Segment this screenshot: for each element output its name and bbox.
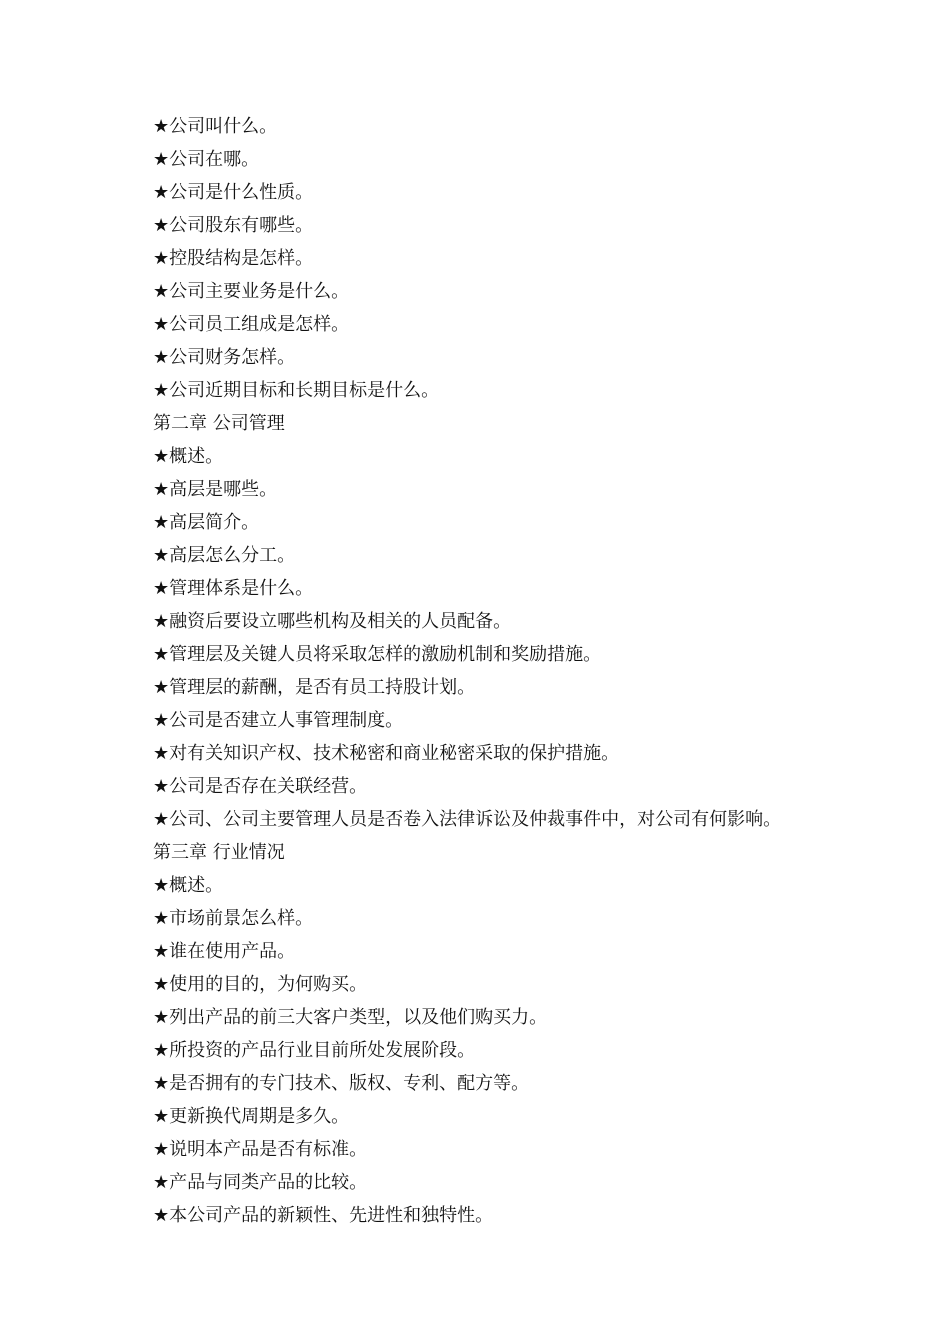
list-item: ★高层怎么分工。 — [153, 545, 296, 566]
list-item: ★公司员工组成是怎样。 — [153, 314, 350, 335]
list-item: ★说明本产品是否有标准。 — [153, 1139, 368, 1160]
list-item: ★融资后要设立哪些机构及相关的人员配备。 — [153, 611, 512, 632]
list-item: ★列出产品的前三大客户类型，以及他们购买力。 — [153, 1007, 548, 1028]
chapter-heading: 第二章 公司管理 — [153, 413, 285, 434]
list-item: ★管理体系是什么。 — [153, 578, 314, 599]
list-item: ★高层简介。 — [153, 512, 260, 533]
list-item: ★是否拥有的专门技术、版权、专利、配方等。 — [153, 1073, 530, 1094]
list-item: ★公司是否存在关联经营。 — [153, 776, 368, 797]
chapter-heading: 第三章 行业情况 — [153, 842, 285, 863]
list-item: ★公司财务怎样。 — [153, 347, 296, 368]
list-item: ★公司、公司主要管理人员是否卷入法律诉讼及仲裁事件中，对公司有何影响。 — [153, 809, 782, 830]
list-item: ★使用的目的，为何购买。 — [153, 974, 368, 995]
list-item: ★公司主要业务是什么。 — [153, 281, 350, 302]
list-item: ★更新换代周期是多久。 — [153, 1106, 350, 1127]
document-page — [153, 110, 853, 1232]
list-item: ★公司近期目标和长期目标是什么。 — [153, 380, 440, 401]
list-item: ★公司是什么性质。 — [153, 182, 314, 203]
list-item: ★管理层及关键人员将采取怎样的激励机制和奖励措施。 — [153, 644, 602, 665]
list-item: ★市场前景怎么样。 — [153, 908, 314, 929]
list-item: ★公司是否建立人事管理制度。 — [153, 710, 404, 731]
list-item: ★高层是哪些。 — [153, 479, 278, 500]
list-item: ★控股结构是怎样。 — [153, 248, 314, 269]
list-item: ★公司股东有哪些。 — [153, 215, 314, 236]
list-item: ★对有关知识产权、技术秘密和商业秘密采取的保护措施。 — [153, 743, 620, 764]
list-item: ★管理层的薪酬，是否有员工持股计划。 — [153, 677, 476, 698]
list-item: ★概述。 — [153, 446, 224, 467]
list-item: ★公司在哪。 — [153, 149, 260, 170]
list-item: ★产品与同类产品的比较。 — [153, 1172, 368, 1193]
list-item: ★公司叫什么。 — [153, 116, 278, 137]
list-item: ★谁在使用产品。 — [153, 941, 296, 962]
list-item: ★概述。 — [153, 875, 224, 896]
list-item: ★本公司产品的新颖性、先进性和独特性。 — [153, 1205, 494, 1226]
list-item: ★所投资的产品行业目前所处发展阶段。 — [153, 1040, 476, 1061]
